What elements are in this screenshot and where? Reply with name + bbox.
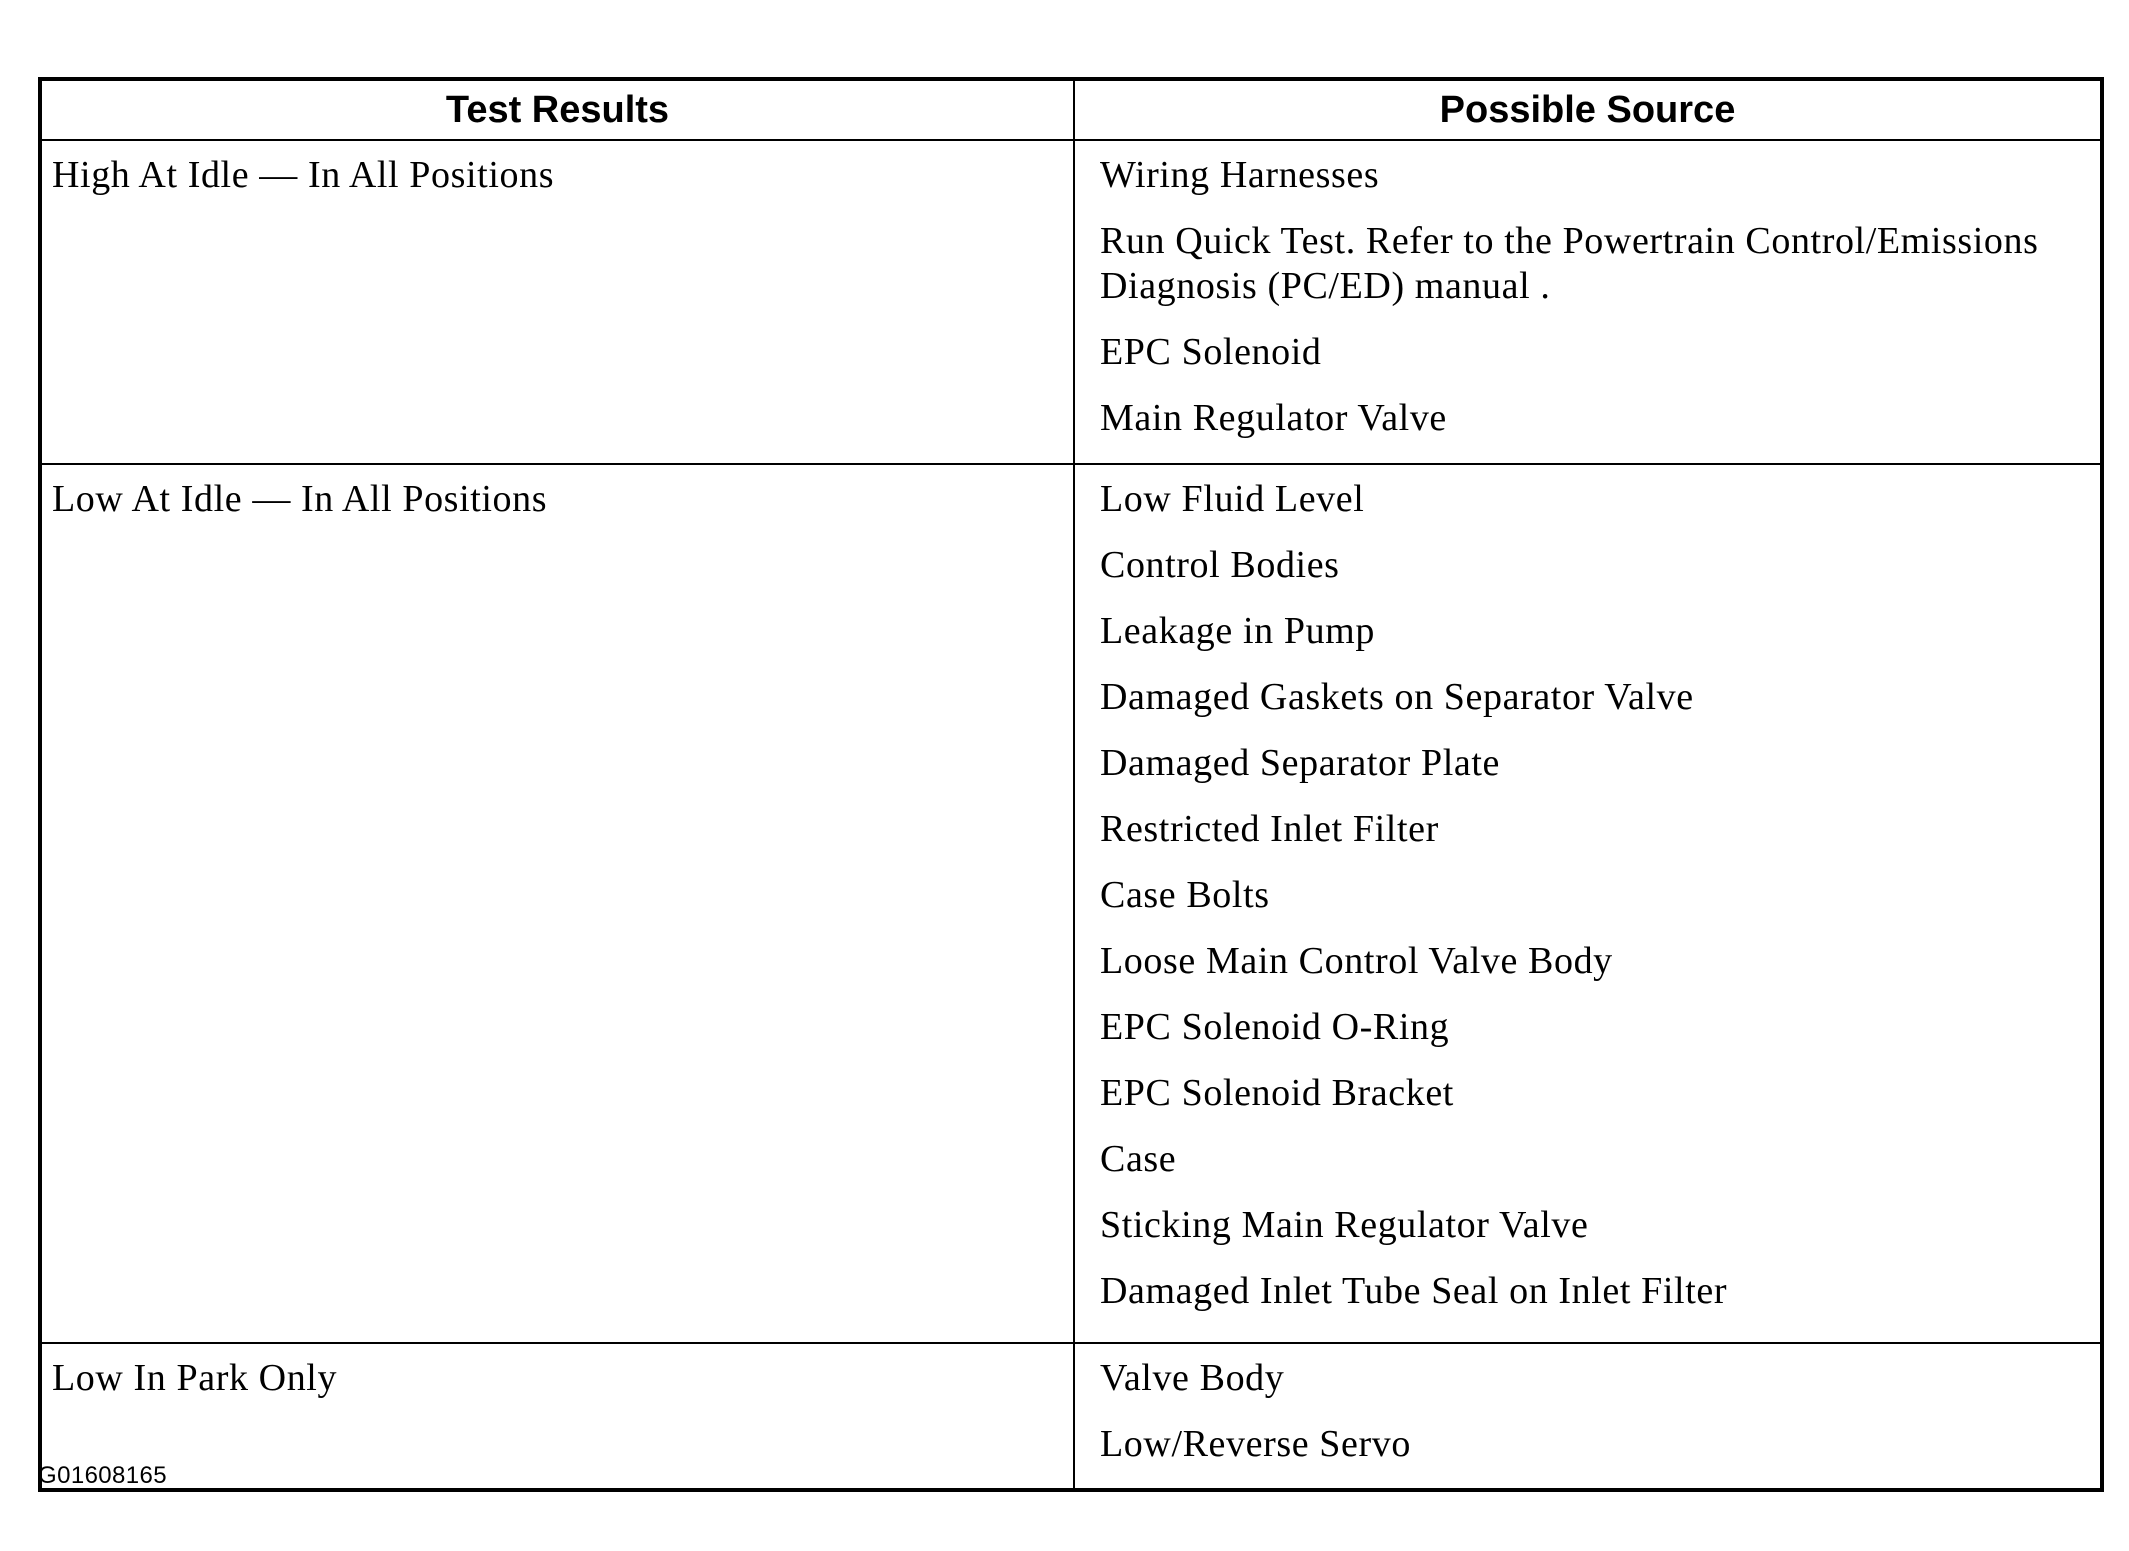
possible-source-cell (1074, 140, 2102, 464)
source-item: Damaged Gaskets on Separator Valve (1100, 676, 1694, 718)
source-item: Damaged Separator Plate (1100, 742, 1500, 784)
source-item: Leakage in Pump (1100, 610, 1375, 652)
source-item: Control Bodies (1100, 544, 1340, 586)
table-row (40, 140, 2102, 464)
table-header-row (40, 79, 2102, 140)
figure-code: G01608165 (38, 1462, 168, 1489)
test-result-cell: High At Idle — In All Positions (40, 140, 1074, 464)
header-possible-source: Possible Source (1074, 79, 2102, 140)
possible-source-cell (1074, 1343, 2102, 1490)
source-item: Loose Main Control Valve Body (1100, 940, 1613, 982)
source-item: Damaged Inlet Tube Seal on Inlet Filter (1100, 1270, 1728, 1312)
test-result-cell: Low At Idle — In All Positions (40, 464, 1074, 1343)
table-row (40, 1343, 2102, 1490)
test-result-cell: Low In Park Only (40, 1343, 1074, 1490)
source-item: Sticking Main Regulator Valve (1100, 1204, 1589, 1246)
source-item: Valve Body (1100, 1357, 1285, 1399)
source-item: Case Bolts (1100, 874, 1270, 916)
diagnosis-table (38, 77, 2104, 1492)
source-item: Restricted Inlet Filter (1100, 808, 1439, 850)
source-item: Wiring Harnesses (1100, 154, 1380, 196)
source-item: Low/Reverse Servo (1100, 1423, 1411, 1465)
source-item: Low Fluid Level (1100, 478, 1365, 520)
source-item: EPC Solenoid Bracket (1100, 1072, 1454, 1114)
source-item: EPC Solenoid (1100, 331, 1322, 373)
source-item: Case (1100, 1138, 1177, 1180)
source-item: Run Quick Test. Refer to the Powertrain Control/Emissions Diagnosis (PC/ED) manual . (1100, 220, 2039, 307)
table-row (40, 464, 2102, 1343)
header-test-results: Test Results (40, 79, 1074, 140)
source-item: EPC Solenoid O-Ring (1100, 1006, 1450, 1048)
possible-source-cell (1074, 464, 2102, 1343)
source-item: Main Regulator Valve (1100, 397, 1447, 439)
